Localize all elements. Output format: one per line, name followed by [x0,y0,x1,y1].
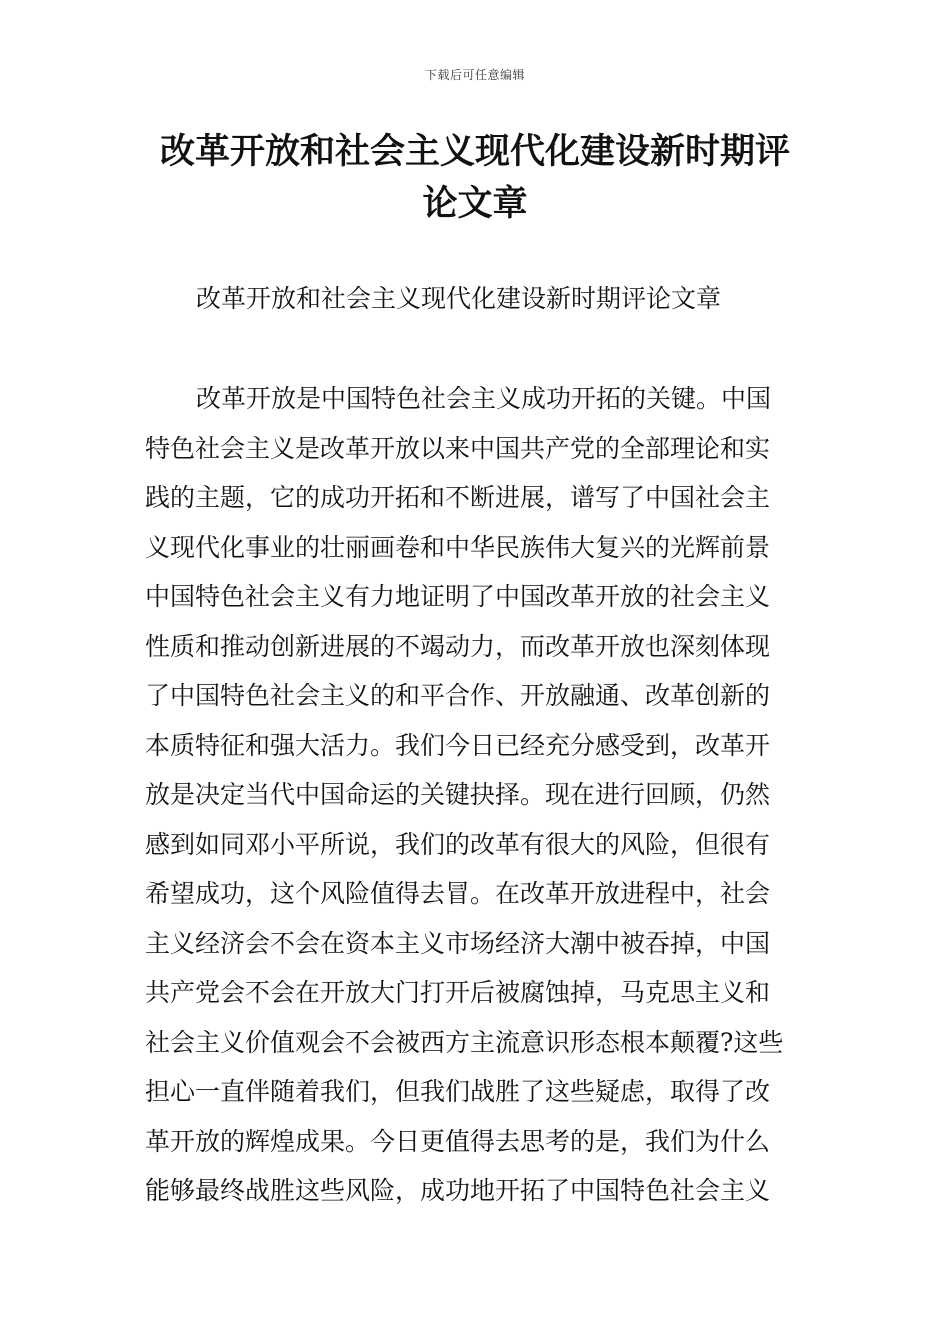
title-line-2: 论文章 [422,184,528,224]
header-note: 下载后可任意编辑 [424,68,525,82]
body-line: 革开放的辉煌成果。今日更值得去思考的是，我们为什么 [145,1126,771,1156]
body-line: 性质和推动创新进展的不竭动力，而改革开放也深刻体现 [145,631,771,661]
body-line: 本质特征和强大活力。我们今日已经充分感受到，改革开 [145,730,771,760]
body-line: 践的主题，它的成功开拓和不断进展，谱写了中国社会主 [145,483,771,512]
body-line: 了中国特色社会主义的和平合作、开放融通、改革创新的 [145,681,771,710]
body-line: 义现代化事业的壮丽画卷和中华民族伟大复兴的光辉前景 [145,532,771,562]
body-line: 能够最终战胜这些风险，成功地开拓了中国特色社会主义 [145,1176,771,1205]
document-subtitle: 改革开放和社会主义现代化建设新时期评论文章 [196,284,722,313]
body-line: 特色社会主义是改革开放以来中国共产党的全部理论和实 [145,433,771,463]
title-line-1: 改革开放和社会主义现代化建设新时期评 [159,132,790,172]
body-line: 放是决定当代中国命运的关键抉择。现在进行回顾，仍然 [145,780,771,809]
body-line: 感到如同邓小平所说，我们的改革有很大的风险，但很有 [145,829,771,859]
body-line: 社会主义价值观会不会被西方主流意识形态根本颠覆?这些 [145,1027,784,1057]
body-line: 希望成功，这个风险值得去冒。在改革开放进程中，社会 [145,879,771,908]
body-line: 共产党会不会在开放大门打开后被腐蚀掉，马克思主义和 [145,978,771,1007]
body-line: 改革开放是中国特色社会主义成功开拓的关键。中国 [196,384,772,413]
body-paragraph [145,381,815,1223]
body-line: 担心一直伴随着我们，但我们战胜了这些疑虑，取得了改 [145,1077,771,1106]
document-title [140,126,810,230]
body-line: 主义经济会不会在资本主义市场经济大潮中被吞掉，中国 [145,928,771,958]
body-line: 中国特色社会主义有力地证明了中国改革开放的社会主义 [145,582,771,611]
